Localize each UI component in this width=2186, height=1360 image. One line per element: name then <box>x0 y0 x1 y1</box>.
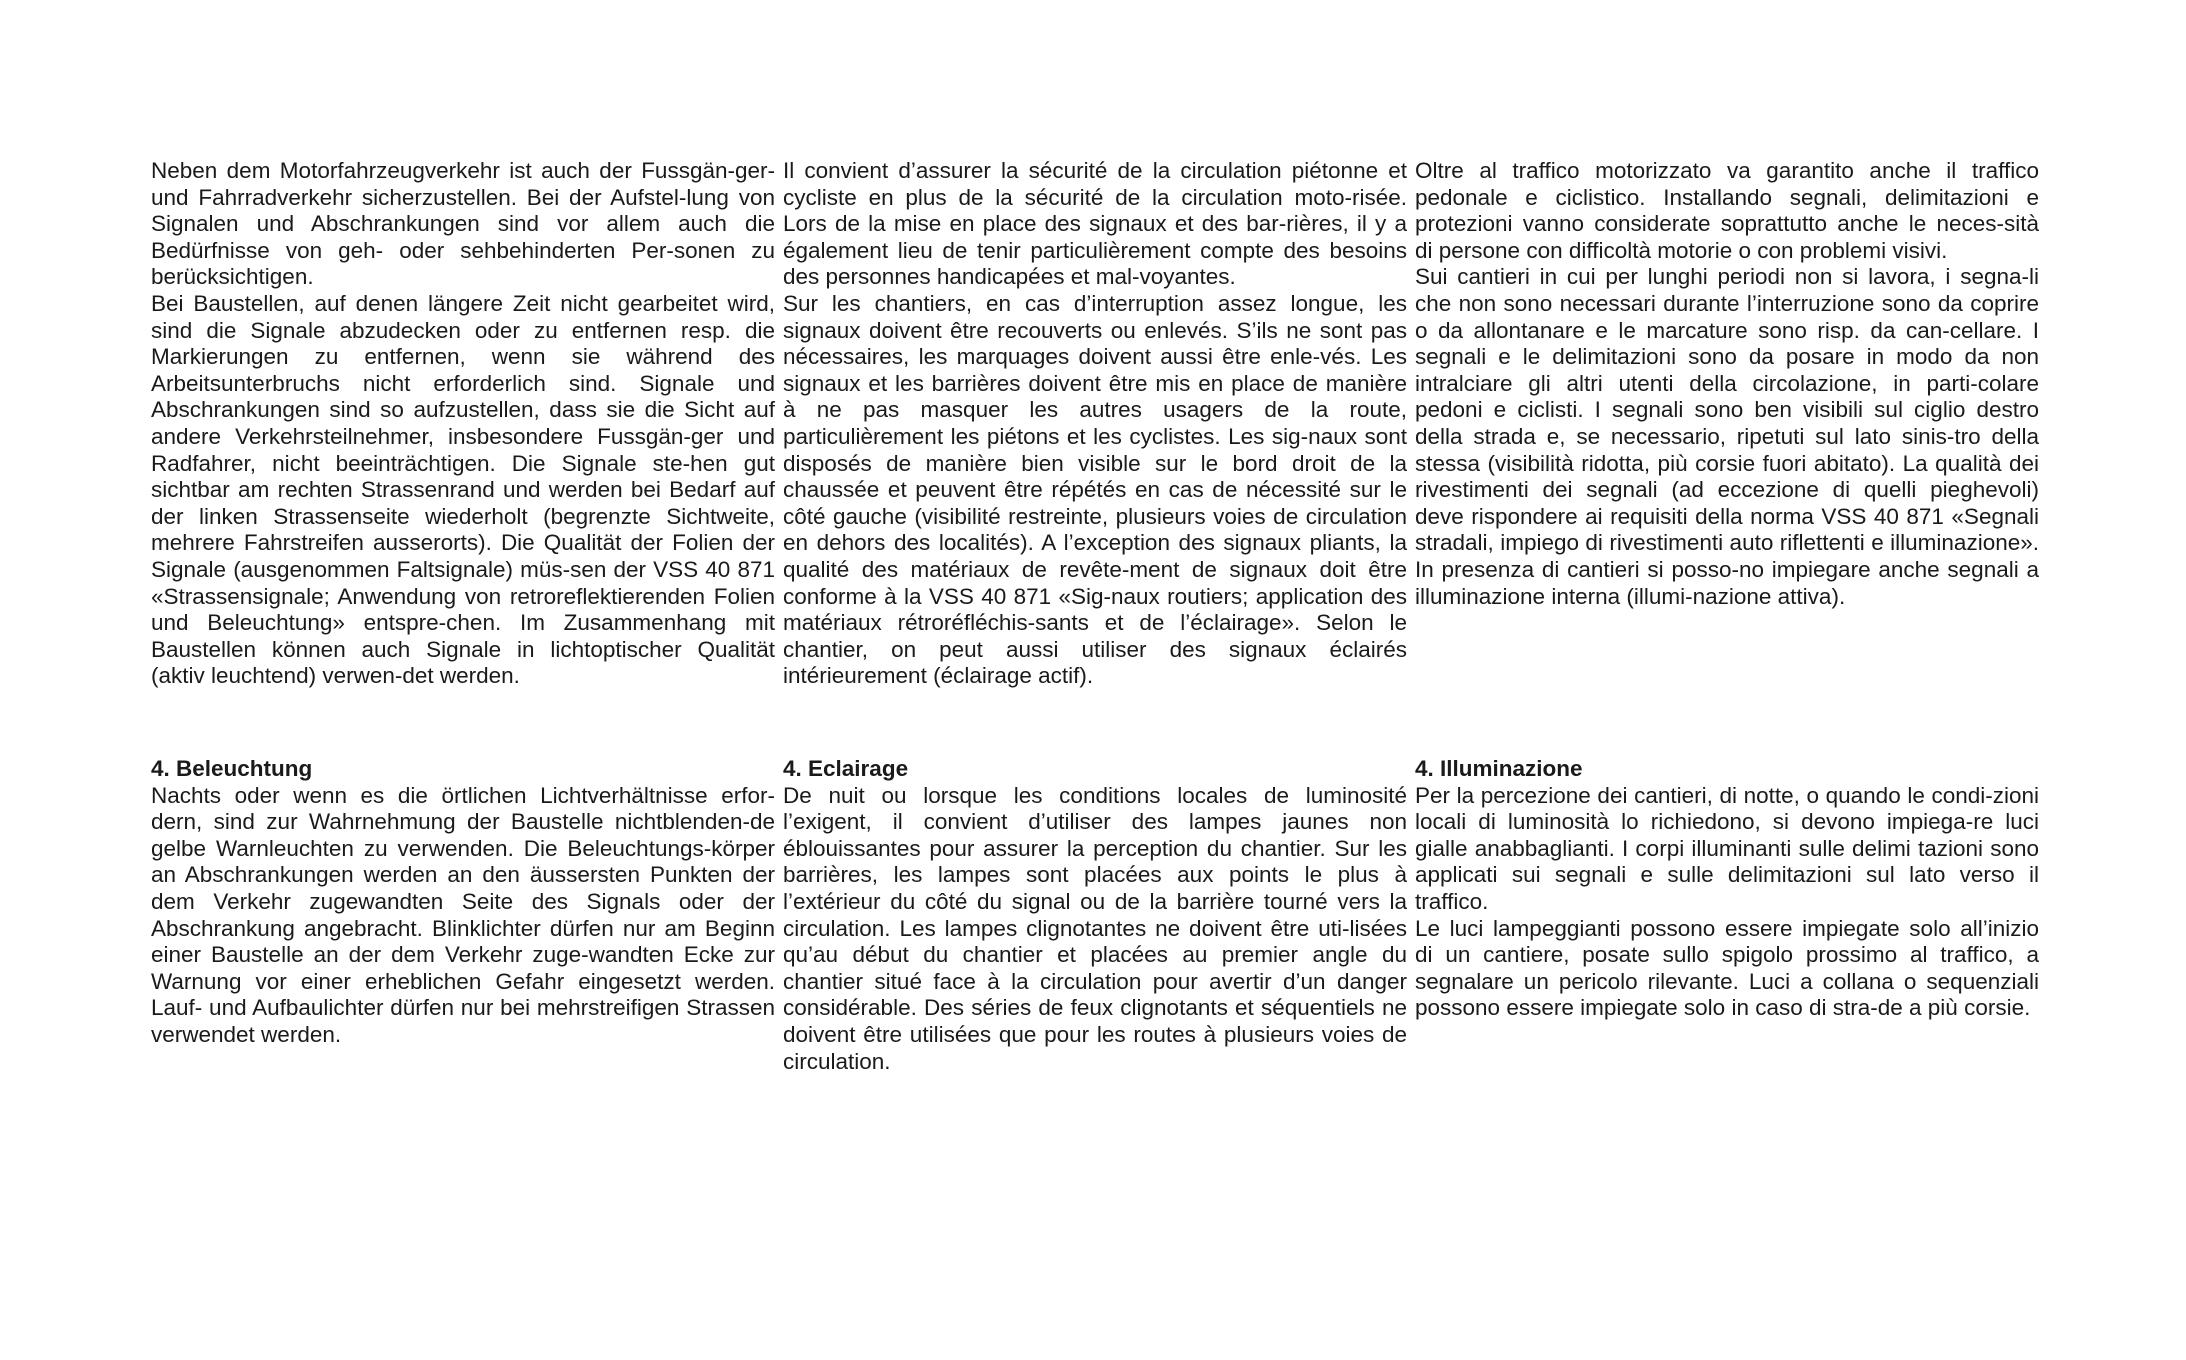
paragraph: Oltre al traffico motorizzato va garantito anche il traffico pedonale e ciclistico. Installando segnali, delimitazioni e protezioni vanno considerate soprattutto anche le neces-sità di persone con difficoltà motorie o con problemi visivi. <box>1415 158 2039 263</box>
paragraph: Sur les chantiers, en cas d’interruption assez longue, les signaux doivent être recouverts ou enlevés. S’ils ne sont pas nécessaires, les marquages doivent aussi être enle-vés. Les signaux et les barrières doivent être mis en place de manière à ne pas masquer les autres usagers de la route, particulièrement les piétons et les cyclistes. Les sig-naux sont disposés de manière bien visible sur le bord droit de la chaussée et peuvent être répétés en cas de nécessité sur le côté gauche (visibilité restreinte, plusieurs voies de circulation en dehors des localités). A l’exception des signaux pliants, la qualité des matériaux de revête-ment de signaux doit être conforme à la VSS 40 871 «Sig-naux routiers; application des matériaux rétroréfléchis-sants et de l’éclairage». Selon le chantier, on peut aussi utiliser des signaux éclairés intérieurement (éclairage actif). <box>783 290 1407 689</box>
paragraph: De nuit ou lorsque les conditions locales de luminosité l’exigent, il convient d’utiliser des lampes jaunes non éblouissantes pour assurer la perception du chantier. Sur les barrières, les lampes sont placées aux points le plus à l’extérieur du côté du signal ou de la barrière tourné vers la circulation. Les lampes clignotantes ne doivent être uti-lisées qu’au début du chantier et placées au premier angle du chantier situé face à la circulation pour avertir d’un danger considérable. Des séries de feux clignotants et séquentiels ne doivent être utilisées que pour les routes à plusieurs voies de circulation. <box>783 782 1407 1074</box>
paragraph: Bei Baustellen, auf denen längere Zeit nicht gearbeitet wird, sind die Signale abzudecken oder zu entfernen resp. die Markierungen zu entfernen, wenn sie während des Arbeitsunterbruchs nicht erforderlich sind. Signale und Abschrankungen sind so aufzustellen, dass sie die Sicht auf andere Verkehrsteilnehmer, insbesondere Fussgän-ger und Radfahrer, nicht beeinträchtigen. Die Signale ste-hen gut sichtbar am rechten Strassenrand und werden bei Bedarf auf der linken Strassenseite wiederholt (begrenzte Sichtweite, mehrere Fahrstreifen ausserorts). Die Qualität der Folien der Signale (ausgenommen Faltsignale) müs-sen der VSS 40 871 «Strassensignale; Anwendung von retroreflektierenden Folien und Beleuchtung» entspre-chen. Im Zusammenhang mit Baustellen können auch Signale in lichtoptischer Qualität (aktiv leuchtend) verwen-det werden. <box>151 290 775 689</box>
section-text-french <box>783 783 1407 1076</box>
section-heading-eclairage: 4. Eclairage <box>783 756 909 781</box>
column-german <box>151 158 775 1049</box>
paragraph: Sui cantieri in cui per lunghi periodi non si lavora, i segna-li che non sono necessari durante l’interruzione sono da coprire o da allontanare e le marcature sono risp. da can-cellare. I segnali e le delimitazioni sono da posare in modo da non intralciare gli altri utenti della circolazione, in parti-colare pedoni e ciclisti. I segnali sono ben visibili sul ciglio destro della strada e, se necessario, ripetuti sul lato sinis-tro della stessa (visibilità ridotta, più corsie fuori abitato). La qualità dei rivestimenti dei segnali (ad eccezione di quelli pieghevoli) deve rispondere ai requisiti della norma VSS 40 871 «Segnali stradali, impiego di rivestimenti auto riflettenti e illuminazione». In presenza di cantieri si posso-no impiegare anche segnali a illuminazione interna (illumi-nazione attiva). <box>1415 264 2039 609</box>
paragraph: Neben dem Motorfahrzeugverkehr ist auch der Fussgän-ger- und Fahrradverkehr sicherzustellen. Bei der Aufstel-lung von Signalen und Abschrankungen sind vor allem auch die Bedürfnisse von geh- oder sehbehinderten Per-sonen zu berücksichtigen. <box>151 158 775 290</box>
section-text-italian <box>1415 783 2039 1022</box>
paragraph: Per la percezione dei cantieri, di notte, o quando le condi-zioni locali di luminosità lo richiedono, si devono impiega-re luci gialle anabbaglianti. I corpi illuminanti sulle delimi tazioni sono applicati sui segnali e sulle delimitazioni sul lato verso il traffico. <box>1415 782 2039 914</box>
intro-text-french <box>783 158 1407 728</box>
section-text-german <box>151 783 775 1049</box>
paragraph: Le luci lampeggianti possono essere impiegate solo all’inizio di un cantiere, posate sullo spigolo prossimo al traffico, a segnalare un pericolo rilevante. Luci a collana o sequenziali possono essere impiegate solo in caso di stra-de a più corsie. <box>1415 915 2039 1021</box>
column-french <box>783 158 1407 1075</box>
column-italian <box>1415 158 2039 1022</box>
intro-text-italian <box>1415 158 2039 728</box>
section-heading-illuminazione: 4. Illuminazione <box>1415 756 1583 781</box>
paragraph: Nachts oder wenn es die örtlichen Lichtverhältnisse erfor-dern, sind zur Wahrnehmung der Baustelle nichtblenden-de gelbe Warnleuchten zu verwenden. Die Beleuchtungs-körper an Abschrankungen werden an den äussersten Punkten der dem Verkehr zugewandten Seite des Signals oder der Abschrankung angebracht. Blinklichter dürfen nur am Beginn einer Baustelle an der dem Verkehr zuge-wandten Ecke zur Warnung vor einer erheblichen Gefahr eingesetzt werden. Lauf- und Aufbaulichter dürfen nur bei mehrstreifigen Strassen verwendet werden. <box>151 782 775 1047</box>
paragraph: Il convient d’assurer la sécurité de la circulation piétonne et cycliste en plus de la sécurité de la circulation moto-risée. Lors de la mise en place des signaux et des bar-rières, il y a également lieu de tenir particulièrement compte des besoins des personnes handicapées et mal-voyantes. <box>783 158 1407 290</box>
intro-text-german <box>151 158 775 728</box>
section-heading-beleuchtung: 4. Beleuchtung <box>151 756 313 781</box>
